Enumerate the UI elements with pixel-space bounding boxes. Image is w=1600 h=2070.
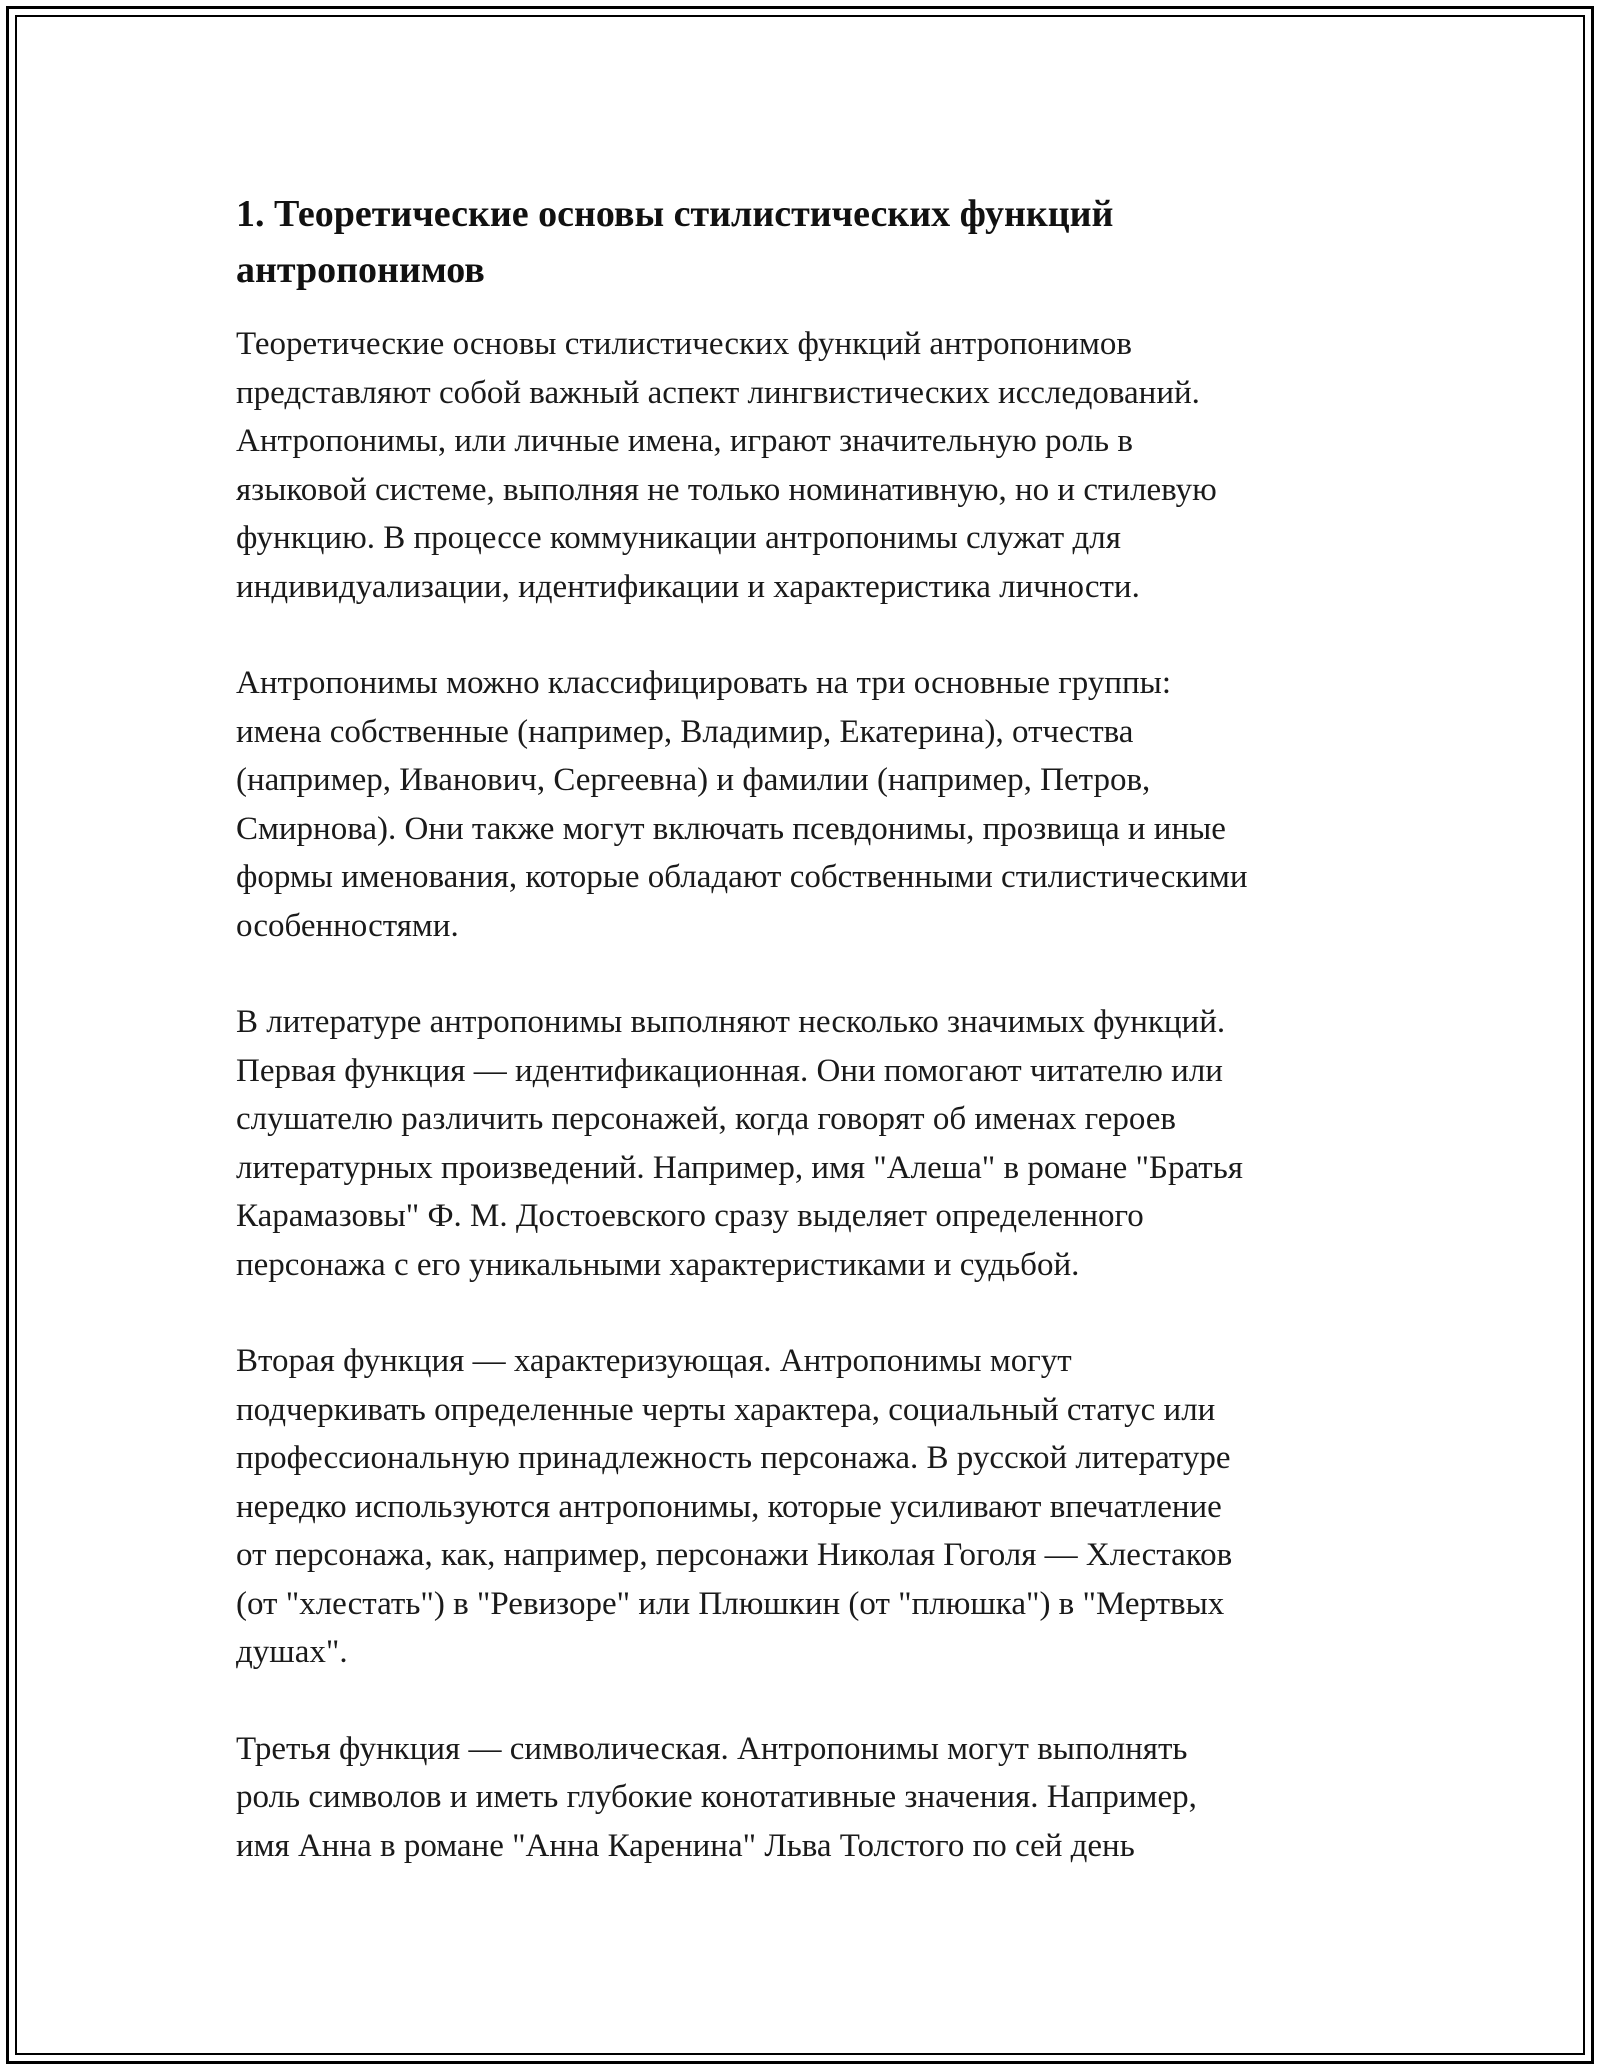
paragraph-4: Вторая функция — характеризующая. Антропонимы могут подчеркивать определенные черты характера, социальный статус или профессиональную принадлежность персонажа. В русской литературе нередко используются антропонимы, которые усиливают впечатление от персонажа, как, например, персонажи Николая Гоголя — Хлестаков (от "хлестать") в "Ревизоре" или Плюшкин (от "плюшка") в "Мертвых душах". — [236, 1343, 1233, 1670]
paragraph-1: Теоретические основы стилистических функций антропонимов представляют собой важный аспект лингвистических исследований. Антропонимы, или личные имена, играют значительную роль в языковой системе, выполняя не только номинативную, но и стилевую функцию. В процессе коммуникации антропонимы служат для индивидуализации, идентификации и характеристика личности. — [236, 326, 1217, 605]
paragraph-3: В литературе антропонимы выполняют несколько значимых функций. Первая функция — идентификационная. Они помогают читателю или слушателю различить персонажей, когда говорят об именах героев литературных произведений. Например, имя "Алеша" в романе "Братья Карамазовы" Ф. М. Достоевского сразу выделяет определенного персонажа с его уникальными характеристиками и судьбой. — [236, 1004, 1243, 1283]
document-page — [236, 186, 1376, 1870]
section-heading: 1. Теоретические основы стилистических функций антропонимов — [236, 193, 1114, 291]
paragraph-2: Антропонимы можно классифицировать на три основные группы: имена собственные (например, Владимир, Екатерина), отчества (например, Иванович, Сергеевна) и фамилии (например, Петров, Смирнова). Они также могут включать псевдонимы, прозвища и иные формы именования, которые обладают собственными стилистическими особенностями. — [236, 665, 1248, 944]
paragraph-5: Третья функция — символическая. Антропонимы могут выполнять роль символов и иметь глубокие конотативные значения. Например, имя Анна в романе "Анна Каренина" Льва Толстого по сей день — [236, 1730, 1197, 1864]
